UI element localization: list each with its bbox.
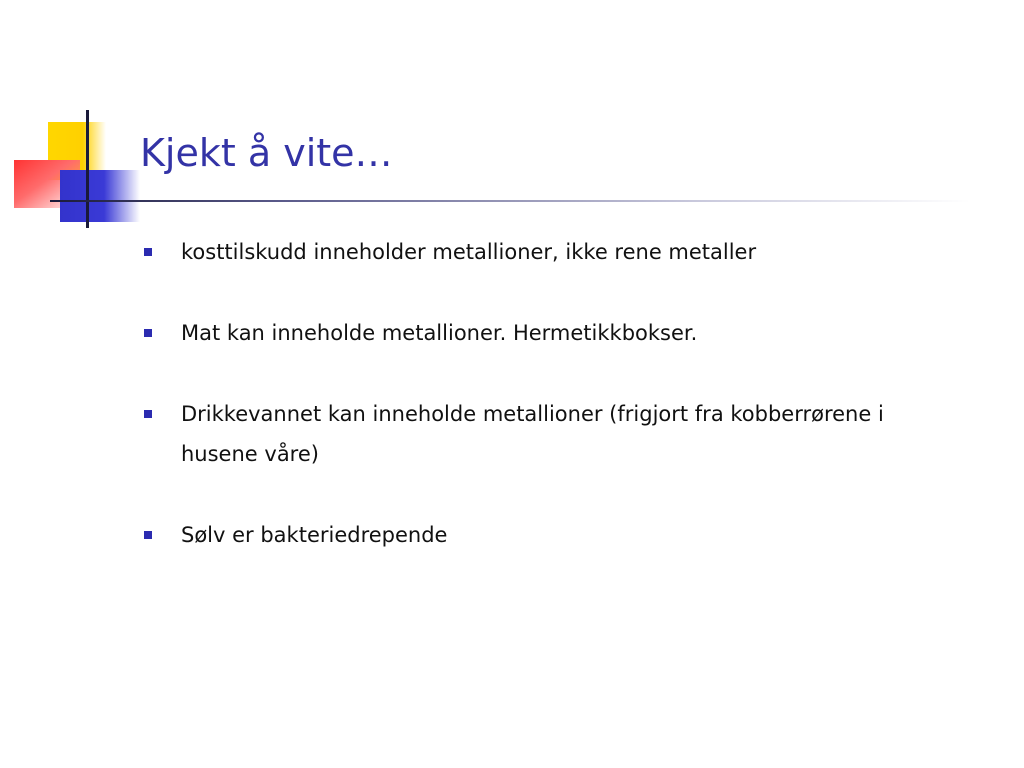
bullet-item [140, 232, 940, 272]
square-bullet-icon [144, 410, 152, 418]
bullet-text: Mat kan inneholde metallioner. Hermetikkbokser. [181, 321, 698, 345]
square-bullet-icon [144, 248, 152, 256]
bullet-item [140, 394, 940, 474]
square-bullet-icon [144, 329, 152, 337]
bullet-list [140, 232, 940, 596]
slide-title: Kjekt å vite… [140, 131, 393, 175]
title-divider-line [50, 200, 970, 202]
bullet-item [140, 313, 940, 353]
bullet-item [140, 515, 940, 555]
square-bullet-icon [144, 531, 152, 539]
decorative-vertical-line [86, 110, 89, 228]
decorative-blue-square [60, 170, 140, 222]
bullet-text: Drikkevannet kan inneholde metallioner (frigjort fra kobberrørene i husene våre) [181, 402, 884, 466]
bullet-text: Sølv er bakteriedrepende [181, 523, 448, 547]
bullet-text: kosttilskudd inneholder metallioner, ikke rene metaller [181, 240, 757, 264]
